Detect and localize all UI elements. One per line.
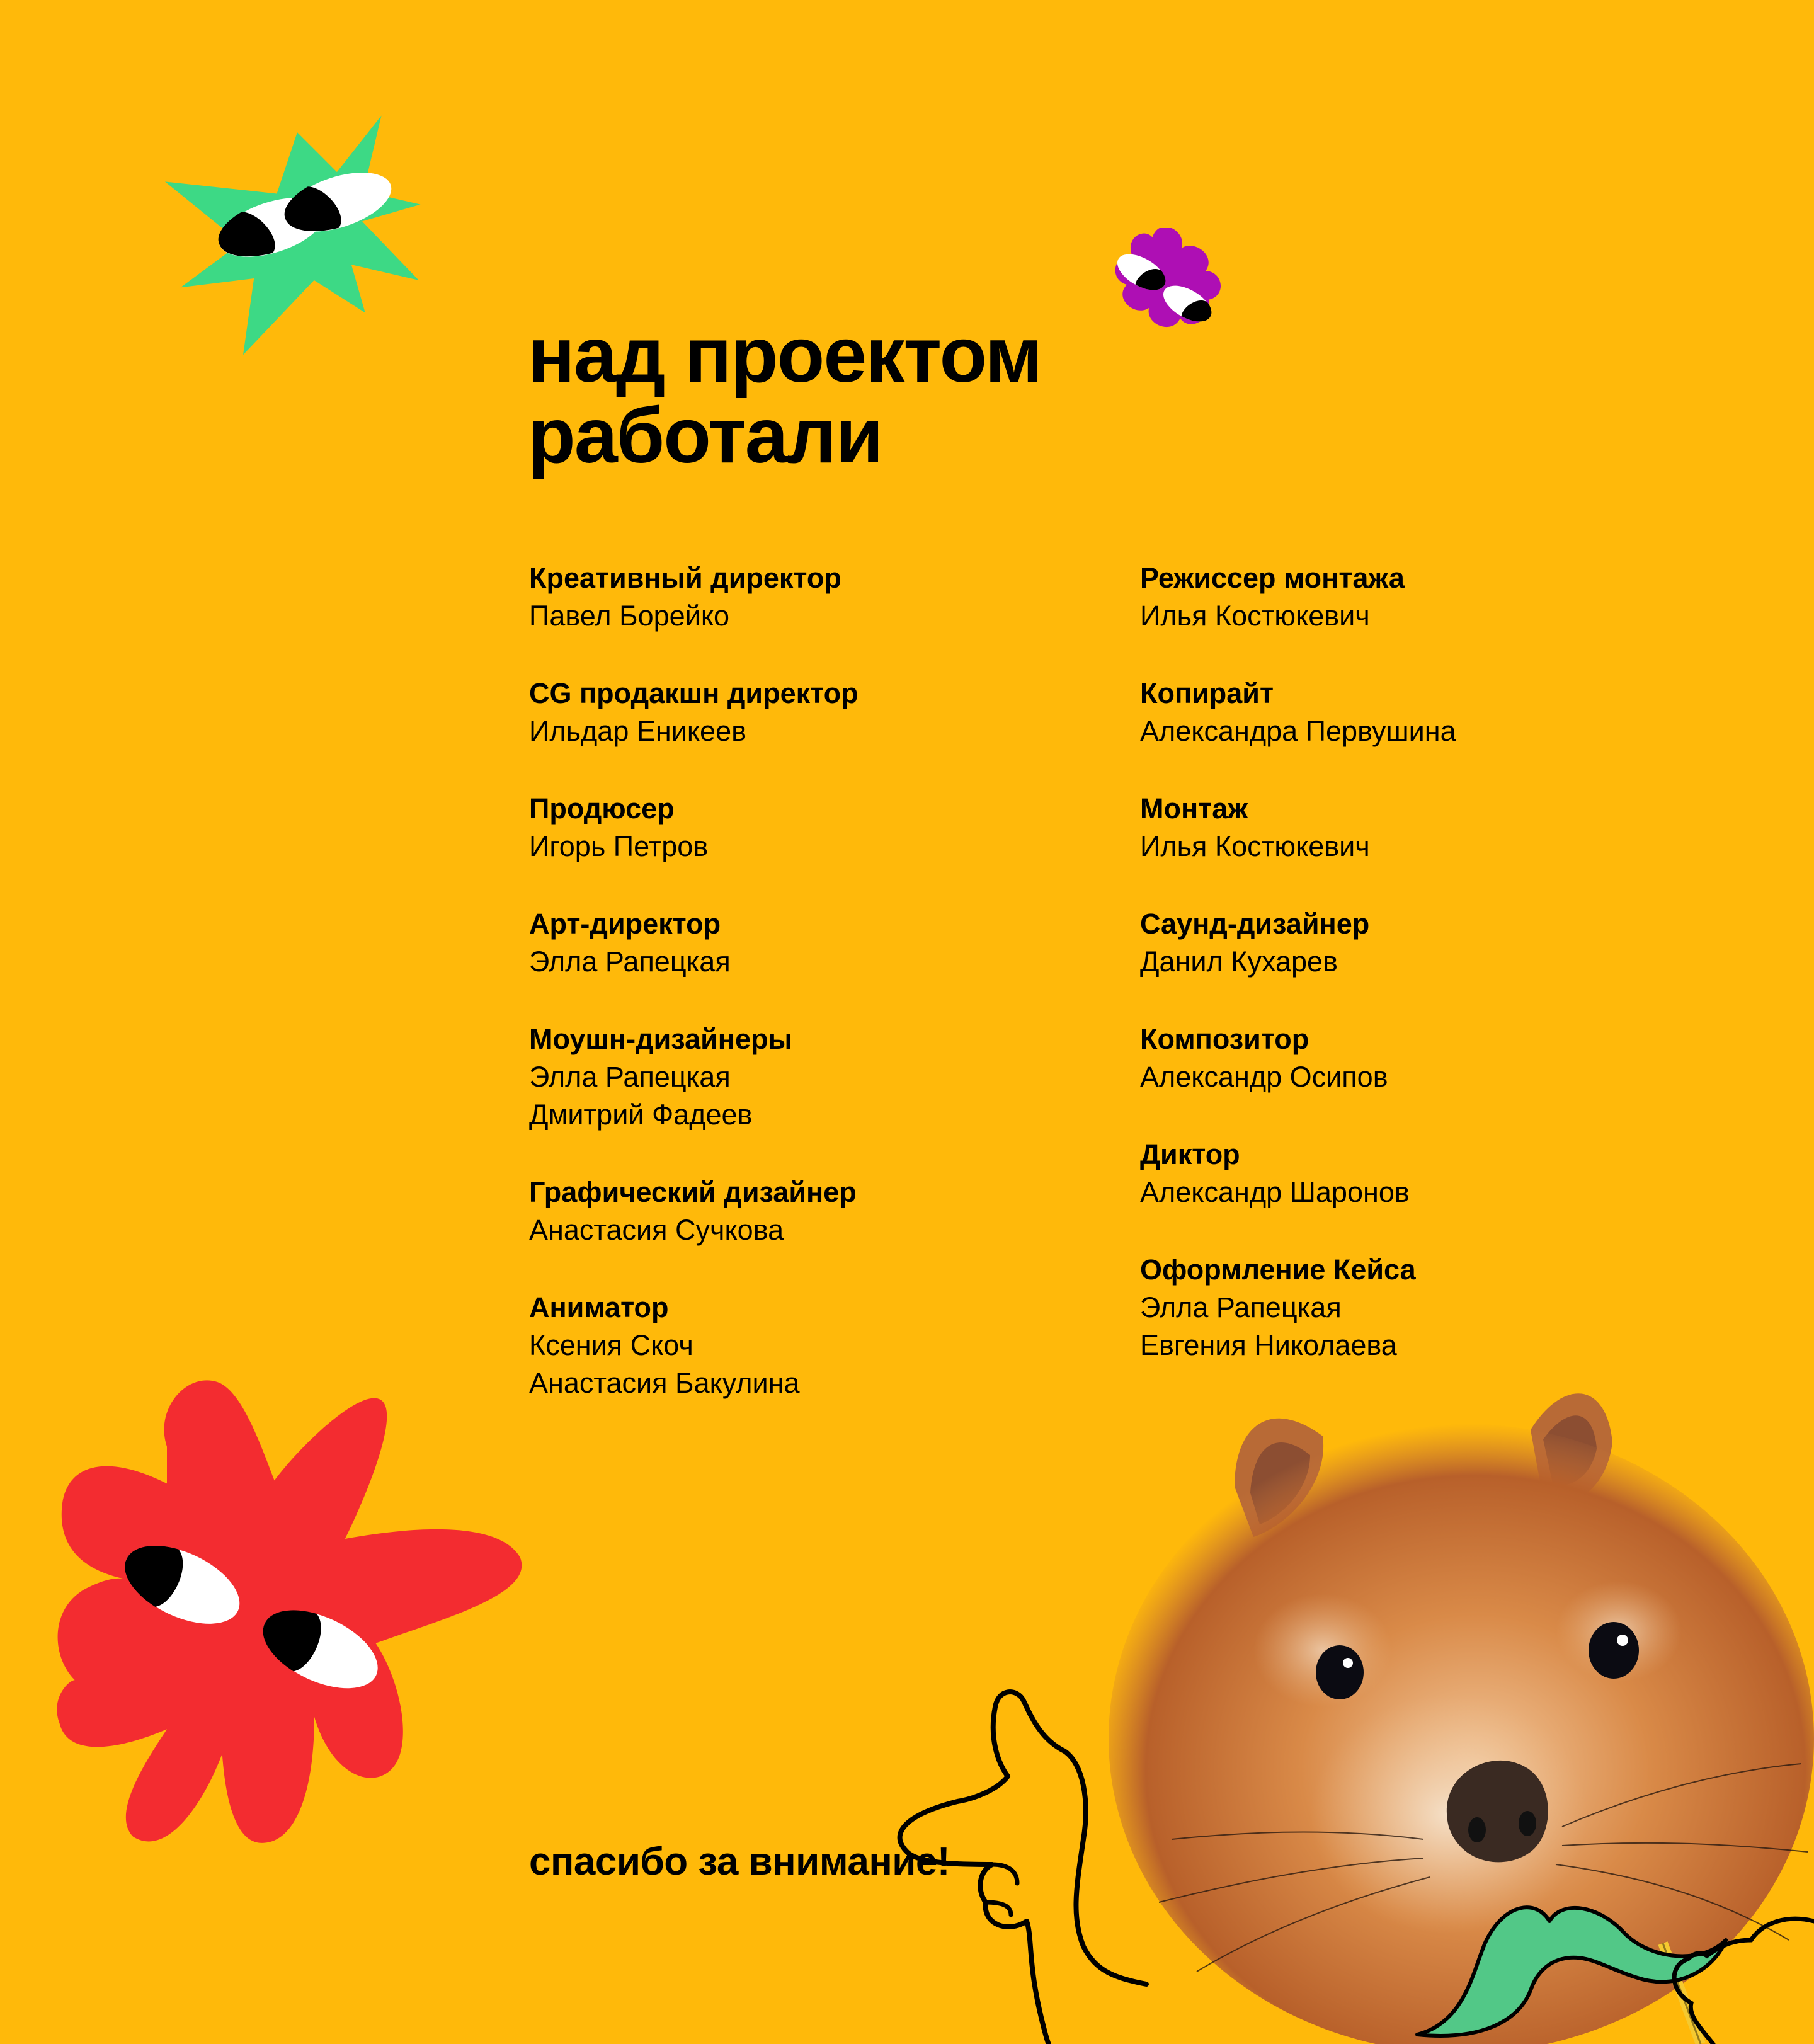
- credit-person: Ильдар Еникеев: [529, 715, 747, 747]
- purple-blob-character-icon: [1102, 228, 1228, 341]
- credit-person: Элла Рапецкая: [1140, 1291, 1342, 1323]
- credit-group: [529, 905, 1096, 981]
- credit-group: [529, 559, 1096, 635]
- credit-person: Илья Костюкевич: [1140, 600, 1370, 632]
- credit-role: Монтаж: [1140, 792, 1248, 825]
- credit-person: Илья Костюкевич: [1140, 830, 1370, 862]
- credit-person: Элла Рапецкая: [529, 1061, 731, 1093]
- credit-person: Александр Осипов: [1140, 1061, 1388, 1093]
- credit-group: [1140, 675, 1707, 750]
- credit-role: Аниматор: [529, 1291, 669, 1323]
- credit-group: [1140, 905, 1707, 981]
- title-line-2: работали: [528, 392, 882, 479]
- credit-person: Анастасия Сучкова: [529, 1214, 784, 1246]
- credit-role: Саунд-дизайнер: [1140, 908, 1370, 940]
- credit-role: Диктор: [1140, 1138, 1240, 1170]
- credit-person: Данил Кухарев: [1140, 945, 1338, 978]
- page-title: [528, 312, 1042, 479]
- credit-role: Композитор: [1140, 1023, 1309, 1055]
- credit-person: Элла Рапецкая: [529, 945, 731, 978]
- red-flower-character-icon: [44, 1367, 535, 1858]
- credits-column-right: [1140, 559, 1707, 1404]
- thanks-text: спасибо за внимание!: [529, 1840, 950, 1883]
- credit-person: Евгения Николаева: [1140, 1329, 1397, 1361]
- credit-group: [1140, 1020, 1707, 1096]
- credit-group: [1140, 1136, 1707, 1211]
- title-line-1: над проектом: [528, 312, 1042, 399]
- credit-role: Графический дизайнер: [529, 1176, 857, 1208]
- credit-person: Павел Борейко: [529, 600, 730, 632]
- credit-group: [529, 675, 1096, 750]
- credit-role: Арт-директор: [529, 908, 721, 940]
- credit-person: Александр Шаронов: [1140, 1176, 1410, 1208]
- credit-person: Александра Первушина: [1140, 715, 1456, 747]
- credit-group: [529, 790, 1096, 865]
- credit-group: [529, 1020, 1096, 1134]
- credit-person: Игорь Петров: [529, 830, 709, 862]
- credit-group: [529, 1173, 1096, 1249]
- credit-group: [1140, 790, 1707, 865]
- credit-person: Анастасия Бакулина: [529, 1367, 800, 1399]
- credit-role: CG продакшн директор: [529, 677, 859, 709]
- credit-role: Оформление Кейса: [1140, 1253, 1416, 1286]
- credit-role: Креативный директор: [529, 562, 841, 594]
- credit-role: Копирайт: [1140, 677, 1274, 709]
- credit-person: Дмитрий Фадеев: [529, 1099, 753, 1131]
- credits-column-left: [529, 559, 1096, 1442]
- green-star-character-icon: [157, 107, 435, 372]
- credit-role: Моушн-дизайнеры: [529, 1023, 792, 1055]
- credit-role: Продюсер: [529, 792, 675, 825]
- credit-person: Ксения Скоч: [529, 1329, 693, 1361]
- hamster-with-mustache-illustration: [882, 1335, 1814, 2044]
- credit-group: [1140, 559, 1707, 635]
- credit-role: Режиссер монтажа: [1140, 562, 1405, 594]
